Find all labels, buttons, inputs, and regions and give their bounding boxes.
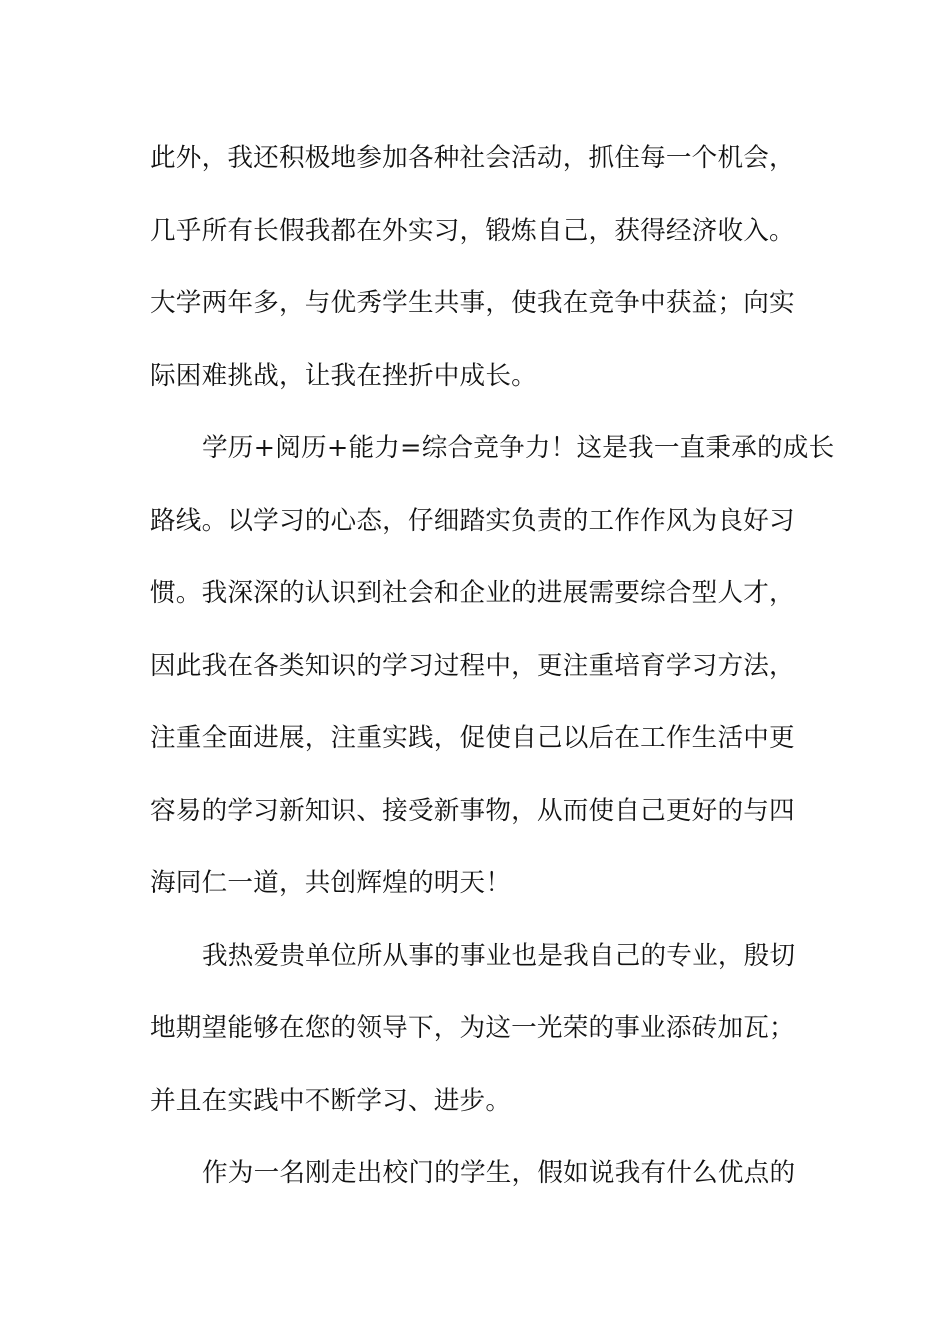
text-line: 几乎所有长假我都在外实习，锻炼自己，获得经济收入。 <box>150 215 795 246</box>
text-line: 际困难挑战，让我在挫折中成长。 <box>150 360 537 391</box>
text-line: 此外，我还积极地参加各种社会活动，抓住每一个机会， <box>150 143 795 173</box>
paragraph-start-line: 我热爱贵单位所从事的事业也是我自己的专业，殷切 <box>202 940 796 971</box>
text-line: 注重全面进展，注重实践，促使自己以后在工作生活中更 <box>150 723 795 753</box>
text-line: 大学两年多，与优秀学生共事，使我在竞争中获益；向实 <box>150 288 795 318</box>
text-line: 惯。我深深的认识到社会和企业的进展需要综合型人才， <box>150 578 795 608</box>
document-body <box>150 132 835 1220</box>
text-line: 因此我在各类知识的学习过程中，更注重培育学习方法， <box>150 650 795 681</box>
text-line: 并且在实践中不断学习、进步。 <box>150 1085 512 1116</box>
text-line: 路线。以学习的心态，仔细踏实负责的工作作风为良好习 <box>150 505 795 536</box>
text-line: 地期望能够在您的领导下，为这一光荣的事业添砖加瓦； <box>150 1013 795 1043</box>
paragraph-start-line: 作为一名刚走出校门的学生，假如说我有什么优点的 <box>202 1158 796 1188</box>
text-line: 容易的学习新知识、接受新事物，从而使自己更好的与四 <box>150 795 795 826</box>
paragraph-start-line: 学历+阅历+能力=综合竞争力！这是我一直秉承的成长 <box>202 433 835 463</box>
text-line: 海同仁一道，共创辉煌的明天！ <box>150 868 512 898</box>
